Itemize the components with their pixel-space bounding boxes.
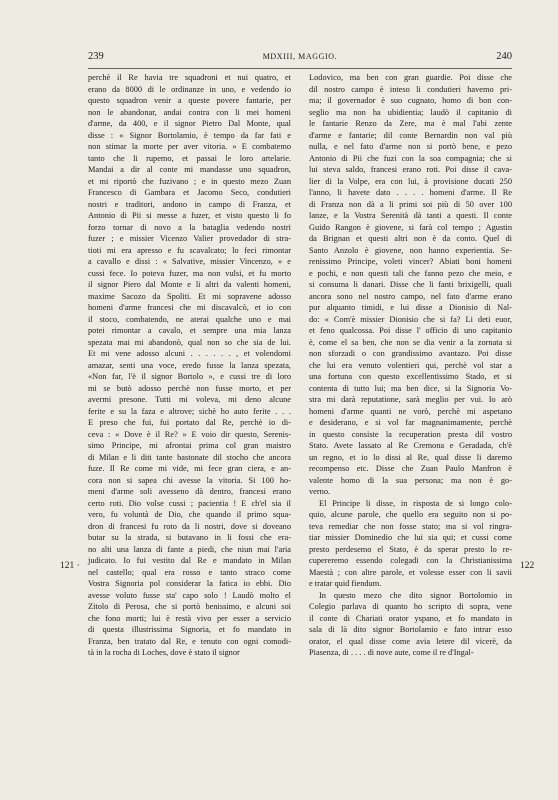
text-line: dil nostro campo è inteso li condutieri havemo pri- bbox=[309, 84, 512, 94]
text-line: questo squadron venir a queste povere fantarie, per bbox=[88, 96, 291, 105]
text-line: Stato. Avete lassato al Re Cremona e Geradada, ch'è bbox=[309, 441, 512, 450]
text-line: ferite e su la faza e altrove; sichè ho auto ferite . . . bbox=[88, 406, 291, 416]
text-line: disse : « Signor Bortolamio, è tempo da far fati e bbox=[88, 130, 291, 140]
text-line: che lui era venuto volentieri qui, perchè vol star a bbox=[309, 360, 512, 370]
text-line: El Principe li disse, in risposta de si longo colo- bbox=[319, 498, 512, 508]
margin-marker-right: 122 bbox=[520, 561, 535, 571]
text-line: erano da 8000 di le ordinanze in uno, e vedendo io bbox=[88, 84, 291, 94]
text-line: In questo mezo che dito signor Bortolomio in bbox=[319, 590, 512, 600]
text-line: cussi fece. Io poteva fuzer, ma non vulsi, et fu morto bbox=[88, 268, 291, 278]
text-line: Piasenza, di . . . . di nove aute, come il re d'Ingal- bbox=[309, 648, 474, 657]
text-line: Et mi vene adosso alcuni . . . . . . , et volendomi bbox=[88, 349, 291, 358]
text-line: Maestà ; con altre parole, et volesse esser con li savii bbox=[309, 567, 512, 577]
text-line: vero, fu voluntà de Dio, che quando il primo squa- bbox=[88, 510, 291, 519]
text-line: Antonio di Pii che fuzi con la soa compagnia; che si bbox=[309, 153, 512, 163]
text-line: d'arme e fantarie; dil conte Bernardin non val più bbox=[309, 130, 512, 140]
text-line: un regno, et io lo dissi al Re, qual disse li daremo bbox=[309, 452, 512, 462]
header-rule bbox=[88, 68, 512, 69]
text-line: le fantarie Renzo da Zere, ma è mal l'abi zente bbox=[309, 119, 512, 128]
text-line: potei rimontar a cavalo, et sempre una mia lanza bbox=[88, 326, 291, 335]
text-line: E preso che fui, fui portato dal Re, perchè io di- bbox=[88, 418, 291, 427]
text-line: d'arme, da 400, e il signor Pietro Dal Monte, qual bbox=[88, 119, 291, 128]
text-line: fuzer ; e missier Vicenzo Valier provedador di stra- bbox=[88, 234, 291, 243]
text-line: butar su la strada, si butavano in li fossi che era- bbox=[88, 533, 291, 542]
text-line: Colegio parlava di quanto ho scripto di sopra, vene bbox=[309, 602, 512, 611]
text-line: mi se butò adosso perchè non fusse morto, et per bbox=[88, 383, 291, 393]
text-line: amazar, senti una voce, eredo fusse la lanza spezata, bbox=[88, 360, 291, 370]
text-line: maxime Sacozo da Spoliti. Et mi sopravene adosso bbox=[88, 291, 291, 301]
page-header bbox=[88, 51, 512, 65]
text-line: judicato. Io fui vestito dal Re e mandato in Milan bbox=[88, 556, 291, 565]
text-line: orator, el qual disse come avia letere dil vicerè, da bbox=[309, 636, 512, 646]
text-line: Santo Anzolo è giovene, non hanno experientia. Se- bbox=[309, 245, 512, 255]
text-line: e tratar quid fiendum. bbox=[309, 579, 382, 588]
text-line: nostri e traditori, andono in campo di Franza, et bbox=[88, 199, 291, 209]
text-line: e desiderano, e si vol far magnanimamente, perchè bbox=[309, 418, 512, 427]
text-line: non sforzadi o con grandissimo avantazo. Poi disse bbox=[309, 349, 512, 358]
running-title: MDXIII, MAGGIO. bbox=[262, 52, 338, 61]
text-line: tioti mi era apresso e fu scavalcato; lo feci rimontar bbox=[88, 245, 291, 255]
text-line: verno. bbox=[309, 487, 331, 496]
text-line: si consuma li danari. Disse che li fanti brixigelli, quali bbox=[309, 280, 512, 289]
text-line: Antonio di Pii si messe a fuzer, et visto questo li fo bbox=[88, 211, 291, 220]
text-line: cupereremo essendo colegadi con la Christianissima bbox=[309, 556, 512, 565]
text-line: una fortuna con questo excellentissimo Stado, et si bbox=[309, 372, 512, 381]
text-line: Vostra Signoria pol considerar la fatica io ebbi. Dio bbox=[88, 579, 291, 588]
text-line: lier di la Volpe, era con lui, à provisione ducati 250 bbox=[309, 176, 512, 186]
text-line: non stimar la morte per aver vitoria. » E combatemo bbox=[88, 142, 291, 151]
text-line: di questa illustrissima Signoria, et fo mandato in bbox=[88, 625, 291, 634]
text-line: e pochi, e non questi tali che fanno pezo che meio, e bbox=[309, 268, 512, 278]
text-line: presto perdesemo el Stato, è da sperar presto lo re- bbox=[309, 544, 512, 554]
text-line: forzo tornar di novo a la bataglia vedendo nostri bbox=[88, 222, 291, 232]
text-line: et mi riportò che fuzivano ; e in questo mezo Zuan bbox=[88, 176, 291, 186]
text-line: avermi presone. Tutti mi voleva, mi deno alcune bbox=[88, 395, 291, 404]
text-line: nulla, e nel fato d'arme non si portò bene, e pezo bbox=[309, 142, 512, 151]
text-line: «Non far, l'è il signor Bortolo », e cussi tre di loro bbox=[88, 372, 291, 381]
text-line: renissimo Principe, voleti vincer? Abiati boni homeni bbox=[309, 257, 512, 266]
text-line: perchè il Re havia tre squadroni et nui quatro, et bbox=[88, 73, 291, 82]
text-line: valente homo di la sua persona; ma non è go- bbox=[309, 475, 512, 485]
text-line: tiar missier Dominedio che lui sia qui; et cussi come bbox=[309, 533, 512, 542]
text-line: è, come el sa ben, che non se dia venir a la zornata si bbox=[309, 337, 512, 347]
text-line: Guido Rangon è giovene, si farà col tempo ; Agustin bbox=[309, 222, 512, 232]
text-line: do: « Com'è missier Dionisio che si fa? Li deti euor, bbox=[309, 314, 512, 324]
page-number-left: 239 bbox=[88, 51, 104, 62]
text-line: quio, alcune parole, che quello era seguito non si po- bbox=[309, 510, 512, 519]
text-line: sala di là dito signor Bortolamio e fato intrar esso bbox=[309, 625, 512, 634]
text-line: ma; il governador è suo cugnato, homo di bon con- bbox=[309, 96, 512, 105]
text-line: recompenso etc. Disse che Zuan Paulo Manfron è bbox=[309, 464, 512, 473]
text-line: lui steva saldo, francesi erano roti. Poi disse il cava- bbox=[309, 165, 512, 174]
text-line: l'anno, li havete dato . . . . homeni d'arme. Il Re bbox=[309, 188, 512, 197]
text-line: il stoco, combatendo, ne aterai qualche uno e mai bbox=[88, 314, 291, 324]
text-line: da Brignan et questi altri non è da conto. Quel di bbox=[309, 234, 512, 243]
text-line: lanze, e la Vostra Serenità dà tanti a questi. Il conte bbox=[309, 211, 512, 220]
text-line: nel castello; qual era rosso e tanto straco come bbox=[88, 567, 291, 577]
right-column bbox=[309, 72, 512, 659]
text-line: meni d'arme soli avesseno dà dentro, francesi erano bbox=[88, 487, 291, 496]
text-line: tà in la rocha di Loches, dove è stato il signor bbox=[88, 648, 240, 657]
page-number-right: 240 bbox=[496, 51, 512, 62]
text-line: simo Principe, mi afrontai prima col gran maistro bbox=[88, 441, 291, 450]
text-line: in questo consiste la recuperation presta dil vostro bbox=[309, 429, 512, 439]
text-line: a cavallo e dissi : « Salvative, missier Vincenzo, » e bbox=[88, 257, 291, 266]
text-line: homeni d'arme francesi che mi discavalcò, et io con bbox=[88, 303, 291, 312]
text-line: Mandai a dir al conte mi mandasse uno squadron, bbox=[88, 165, 291, 174]
text-line: tanto che li rupemo, et passai le loro artelarie. bbox=[88, 153, 291, 163]
text-line: teva remediar che non fosse stato; ma si vol ringra- bbox=[309, 521, 512, 531]
text-line: spezata mai mi abandonò, qual non so che sia de lui. bbox=[88, 337, 291, 347]
text-line: dron di francesi fu roto da li nostri, dove si doveano bbox=[88, 521, 291, 531]
text-line: no alti una lanza di fante a piedi, che niun mai l'aria bbox=[88, 544, 291, 554]
text-line: pur alquanto timidi, e lui disse a Dionisio di Nal- bbox=[309, 303, 512, 312]
margin-marker-left: 121 · bbox=[60, 561, 80, 571]
text-line: di Franza non dà a li primi soi più di 50 over 100 bbox=[309, 199, 512, 209]
text-line: Francesco di Gambara et Jacomo Seco, condutieri bbox=[88, 188, 291, 197]
text-line: homeni d'arme quanti ne vorò, perchè mi aspetano bbox=[309, 406, 512, 416]
text-line: seglio ma non ha ubidientia; laudò il capitanio di bbox=[309, 107, 512, 117]
text-line: che fono morti; lui è restà vivo per esser a servicio bbox=[88, 613, 291, 623]
text-line: fuze. Il Re come mi vide, mi fece gran ciera, e an- bbox=[88, 464, 291, 473]
text-line: Lodovico, ma ben con gran guardie. Poi disse che bbox=[309, 73, 512, 82]
text-line: certo roti. Dio volse cussi ; pacientia ! E ch'el sia il bbox=[88, 498, 291, 508]
text-line: cora non si sapea chi avesse la vitoria. Si 100 ho- bbox=[88, 475, 291, 485]
text-line: Zitolo di Perosa, che si portò benissimo, e alcuni soi bbox=[88, 602, 291, 611]
text-line: di Milan e li diti tante bastonate dil stocho che ancora bbox=[88, 452, 291, 462]
text-line: Franza, ben tratato dal Re, e tenuto con ogni comodi- bbox=[88, 636, 291, 646]
text-line: stra mi darà reputatione, sarà meglio per vui. Io arò bbox=[309, 395, 512, 404]
text-line: avesse voluto fusse sta' capo solo ! Laudò molto el bbox=[88, 590, 291, 600]
left-column bbox=[88, 72, 291, 659]
text-line: ceva : « Dove è il Re? » E voio dir questo, Serenis- bbox=[88, 429, 291, 439]
text-line: ancora sono nel nostro campo, nel fato d'arme erano bbox=[309, 291, 512, 301]
text-line: et feno qualcossa. Poi disse l' officio di uno capitanio bbox=[309, 326, 512, 335]
text-line: non le abandonar, andai contra con li mei homeni bbox=[88, 107, 291, 117]
text-line: il signor Piero dal Monte e li altri da valenti homeni, bbox=[88, 280, 291, 289]
text-line: il conte di Chariati orator yspano, et fo mandato in bbox=[309, 613, 512, 623]
text-line: contenta di tutto lui; ma ben dice, si la Signoria Vo- bbox=[309, 383, 512, 393]
